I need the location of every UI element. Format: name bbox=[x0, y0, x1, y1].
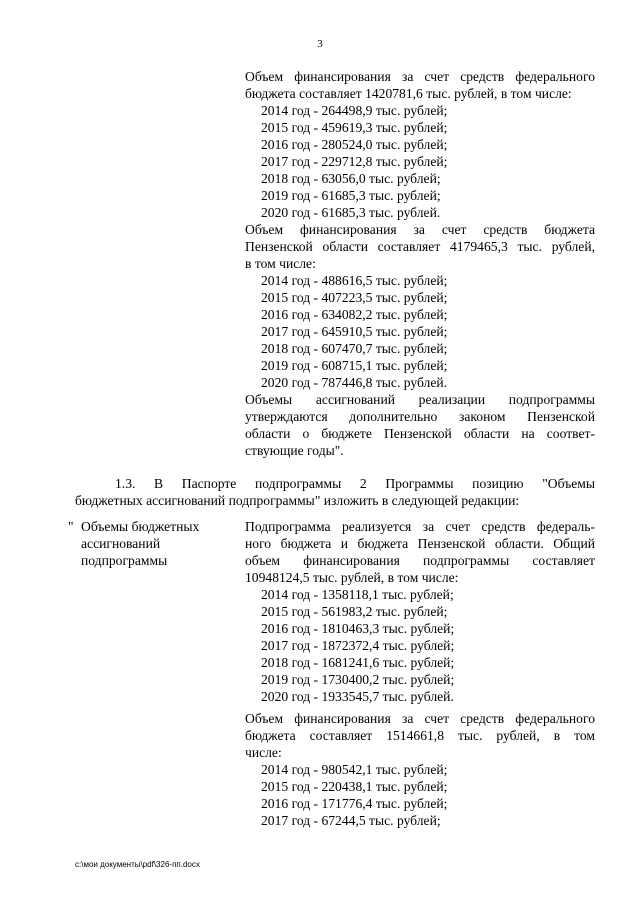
year-line: 2018 год - 63056,0 тыс. рублей; bbox=[261, 171, 441, 186]
text-line: Объем финансирования за счет средств бюджета bbox=[245, 222, 595, 237]
text-line: бюджета составляет 1420781,6 тыс. рублей, в том числе: bbox=[245, 86, 572, 101]
year-line: 2014 год - 1358118,1 тыс. рублей; bbox=[261, 587, 454, 602]
year-line: 2015 год - 561983,2 тыс. рублей; bbox=[261, 604, 448, 619]
budget-allocation-label bbox=[68, 518, 238, 569]
text-line: 10948124,5 тыс. рублей, в том числе: bbox=[245, 570, 459, 585]
text-line: числе: bbox=[245, 745, 282, 760]
text-line: бюджета составляет 1514661,8 тыс. рублей, в том bbox=[245, 728, 595, 743]
year-line: 2016 год - 280524,0 тыс. рублей; bbox=[261, 137, 448, 152]
text-line: области о бюджете Пензенской области на соответ- bbox=[245, 426, 595, 441]
text-line: Подпрограмма реализуется за счет средств федераль- bbox=[245, 519, 595, 534]
federal-funding-block bbox=[245, 68, 595, 221]
label-line: подпрограммы bbox=[81, 553, 168, 568]
text-line: утверждаются дополнительно законом Пензенской bbox=[245, 409, 595, 424]
regional-funding-block bbox=[245, 221, 595, 459]
year-line: 2015 год - 407223,5 тыс. рублей; bbox=[261, 290, 448, 305]
year-line: 2020 год - 1933545,7 тыс. рублей. bbox=[261, 689, 454, 704]
year-line: 2015 год - 220438,1 тыс. рублей; bbox=[261, 779, 448, 794]
label-line: Объемы бюджетных bbox=[81, 519, 200, 534]
text-line: ного бюджета и бюджета Пензенской области. Общий bbox=[245, 536, 595, 551]
year-line: 2016 год - 1810463,3 тыс. рублей; bbox=[261, 621, 455, 636]
year-line: 2017 год - 229712,8 тыс. рублей; bbox=[261, 154, 448, 169]
text-line: Объем финансирования за счет средств федерального bbox=[245, 711, 595, 726]
year-line: 2017 год - 645910,5 тыс. рублей; bbox=[261, 324, 448, 339]
text-line: Объем финансирования за счет средств федерального bbox=[245, 69, 595, 84]
section-1-3-paragraph bbox=[75, 475, 595, 509]
year-line: 2014 год - 488616,5 тыс. рублей; bbox=[261, 273, 448, 288]
file-path-footer: c:\мои документы\pdf\326-пп.docx bbox=[75, 860, 200, 869]
year-line: 2018 год - 1681241,6 тыс. рублей; bbox=[261, 655, 455, 670]
text-line: 1.3. В Паспорте подпрограммы 2 Программы позицию "Объемы bbox=[115, 476, 595, 491]
text-line: Объемы ассигнований реализации подпрограммы bbox=[245, 392, 595, 407]
year-line: 2020 год - 787446,8 тыс. рублей. bbox=[261, 375, 448, 390]
opening-quote: " bbox=[68, 519, 74, 534]
text-line: ствующие годы". bbox=[245, 443, 344, 458]
text-line: Пензенской области составляет 4179465,3 тыс. рублей, bbox=[245, 239, 595, 254]
year-line: 2017 год - 1872372,4 тыс. рублей; bbox=[261, 638, 455, 653]
year-line: 2014 год - 264498,9 тыс. рублей; bbox=[261, 103, 448, 118]
year-line: 2020 год - 61685,3 тыс. рублей. bbox=[261, 205, 441, 220]
page-number: 3 bbox=[317, 38, 323, 50]
text-line: бюджетных ассигнований подпрограммы" изложить в следующей редакции: bbox=[75, 493, 520, 508]
year-line: 2014 год - 980542,1 тыс. рублей; bbox=[261, 762, 448, 777]
text-line: объем финансирования подпрограммы составляет bbox=[245, 553, 595, 568]
text-line: в том числе: bbox=[245, 256, 316, 271]
year-line: 2019 год - 61685,3 тыс. рублей; bbox=[261, 188, 441, 203]
year-line: 2017 год - 67244,5 тыс. рублей; bbox=[261, 813, 441, 828]
year-line: 2015 год - 459619,3 тыс. рублей; bbox=[261, 120, 448, 135]
label-line: ассигнований bbox=[81, 536, 161, 551]
year-line: 2016 год - 634082,2 тыс. рублей; bbox=[261, 307, 448, 322]
year-line: 2019 год - 608715,1 тыс. рублей; bbox=[261, 358, 448, 373]
year-line: 2016 год - 171776,4 тыс. рублей; bbox=[261, 796, 448, 811]
federal-funding-block-2 bbox=[245, 710, 595, 829]
year-line: 2018 год - 607470,7 тыс. рублей; bbox=[261, 341, 448, 356]
year-line: 2019 год - 1730400,2 тыс. рублей; bbox=[261, 672, 455, 687]
subprogram-total-block bbox=[245, 518, 595, 705]
